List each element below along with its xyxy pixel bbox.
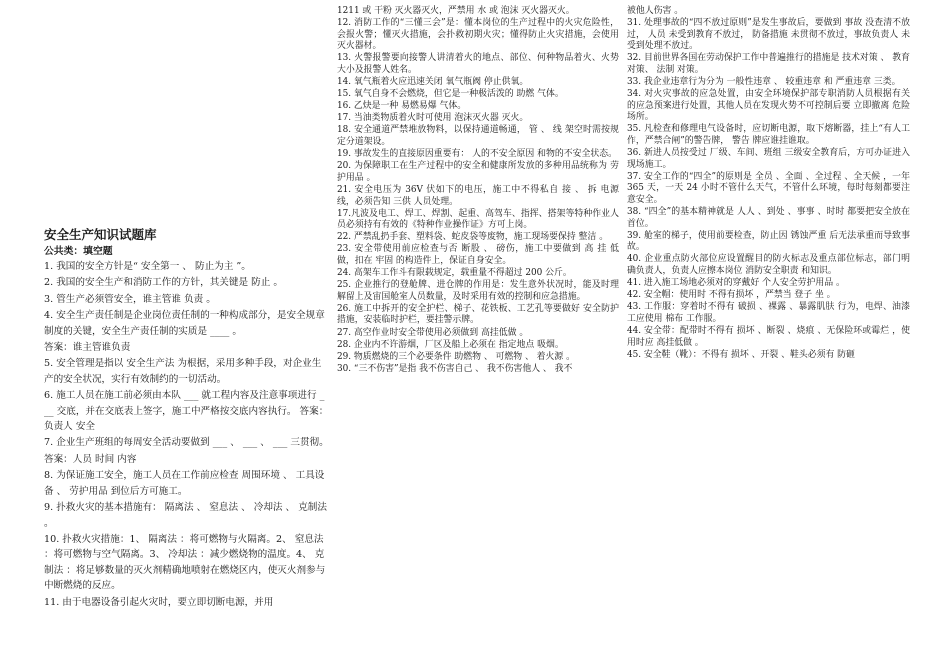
question-item: 13. 火警报警要向接警人讲清着火的地点、部位、何种物品着火、火势大小及报警人姓名。 [337,53,619,75]
column-right [627,6,910,362]
question-item: 4. 安全生产责任制是企业岗位责任制的一种构成部分，是安全规章制度的关键，安全生产责任制的实质是 ____ 。 [44,310,325,337]
question-item: 30. “三不伤害”是指 我不伤害自己 、 我不伤害他人 、 我不 [337,363,573,374]
question-item: 答案：人员 时间 内容 [44,453,137,465]
question-item: 28. 企业内不许游烟，厂区及船上必须在 指定地点 吸烟。 [337,339,564,350]
question-item: 45. 安全鞋（靴）：不得有 损坏 、开裂 、鞋头必须有 防砸 [627,349,855,360]
question-item: 6. 施工人员在施工前必须由本队 ___ 就工程内容及注意事项进行 ___ 交底，并在交底表上签字，施工中严格按交底内容执行。 答案：负责人 安全 [44,390,329,433]
question-item: 37. 安全工作的“四全”的原则是 全员 、全面 、全过程 、全天候 ，一年 365 天，一天 24 小时不管什么天气，不管什么环境，每时每刻都要注意安全。 [627,171,910,205]
question-item: 3. 管生产必须管安全，谁主管谁 负责 。 [44,293,216,305]
question-item: 26. 施工中拆开的安全护栏、梯子、花铁板、工艺孔等要做好 安全防护 措施，安装临时护栏，要挂警示牌。 [337,303,619,326]
question-item: 20. 为保障职工在生产过程中的安全和健康所发放的多种用品统称为 劳护用品 。 [337,161,619,183]
question-item: 22. 严禁乱扔手套、塑料袋、蛇皮袋等废物，施工现场要保持 整洁 。 [337,232,609,243]
question-item: 44. 安全带：配带时不得有 损坏 、断裂 、烧痕 、无保险环或霉烂 ，使用时应 高挂低做 。 [627,326,910,348]
question-item: 42. 安全帽：使用时 不得有损坏 ，严禁当 登子 坐 。 [627,290,836,301]
question-item: 40. 企业重点防火部位应设置醒目的防火标志及重点部位标志，部门明确负责人，负责人应擦本岗位 消防安全职责 和知识。 [627,254,910,277]
question-item: 38. “四全”的基本精神就是 人人 、到处 、事事 、时时 都要把安全放在首位。 [627,207,910,229]
question-item: 1211 或 干粉 灭火器灭火，严禁用 水 或 泡沫 灭火器灭火。 [337,6,575,16]
question-item: 17.凡波及电工、焊工、焊割、起重、高驾车、指挥、搭架等特种作业人员必须持有有效的《特种作业操作证》方可上岗。 [337,208,619,231]
question-item: 15. 氧气自身不会燃烧，但它是一种极活泼的 助燃 气体。 [337,89,564,100]
question-item: 25. 企业推行的登舱牌、进仓牌的作用是：发生意外状况时，能及时理解留上及宙国舱室人员数量，及时采用有效的控制和应急措施。 [337,280,619,302]
question-item: 27. 高空作业时安全带使用必须做到 高挂低做 。 [337,327,529,338]
question-item: 14. 氧气瓶着火应迅速关闭 氧气瓶阀 停止供氧。 [337,77,529,88]
question-item: 8. 为保证施工安全，施工人员在工作前应检查 周围环境 、 工具设备 、 劳护用品 到位后方可施工。 [44,470,325,497]
question-item: 5. 安全管理是指以 安全生产法 为根据，采用多种手段，对企业生产的安全状况，实行有效制约的一切活动。 [44,358,322,385]
question-item: 43. 工作服：穿着时不得有 破损 、裸露 、暴露肌肤 行为，电焊、油漆工应使用 棉布 工作服。 [627,302,910,324]
question-item: 2. 我国的安全生产和消防工作的方针，其关键是 防止 。 [44,277,283,289]
question-item: 33. 我企业违章行为分为 一般性违章 、 较重违章 和 严重违章 三类。 [627,77,901,88]
question-item: 31. 处理事故的“四不放过原则”是发生事故后，要做到 事故 没查清不放过， 人员 未受到教育不放过， 防备措施 未贯彻不放过，事故负责人 未受到处理不放过。 [627,18,910,52]
question-item: 10. 扑救火灾措施：1、 隔离法 ：将可燃物与火隔离。2、 窒息法 ：将可燃物与空气隔离。3、 冷却法 ：减少燃烧物的温度。4、 克制法 ：将足够数量的灭火剂精确地喷射在燃烧区内，使灭火剂参与中断燃烧的反应。 [44,533,326,592]
question-item: 36. 新进人员按受过 厂级、车间、班组 三级安全教育后，方可办证进入现场施工。 [627,148,910,170]
column-left [44,226,329,611]
question-item: 41. 进入施工场地必须对的穿戴好 个人安全劳护用品 。 [627,278,845,289]
question-item: 24. 高架车工作斗有限载规定，载重量不得超过 200 公斤。 [337,268,572,279]
question-item: 9. 扑救火灾的基本措施有： 隔离法 、 窒息法 、 冷却法 、 克制法 。 [44,502,327,529]
question-item: 12. 消防工作的“三懂三会”是：懂本岗位的生产过程中的火灾危险性，会报火警；懂灭火措施，会扑救初期火灾；懂得防止火灾措施，会使用灭火器材。 [337,18,619,52]
question-item: 1. 我国的安全方针是“ 安全第一 、 防止为主 ”。 [44,261,251,272]
question-item: 7. 企业生产班组的每周安全活动要做到 ___ 、 ___ 、 ___ 三贯彻。 [44,437,329,449]
document-title: 安全生产知识试题库 [44,227,157,242]
question-item: 29. 物质燃烧的三个必要条件 助燃物 、 可燃物 、 着火源 。 [337,351,575,362]
section-subtitle: 公共类：填空题 [44,246,113,257]
question-item: 17. 当油类物质着火时可使用 泡沫灭火器 灭火。 [337,113,529,124]
question-item: 答案：谁主管谁负责 [44,342,131,354]
question-item: 11. 由于电器设备引起火灾时，要立即切断电源，并用 [44,596,274,608]
question-item: 21. 安全电压为 36V 伏如下的电压，施工中不得私自 接 、 拆 电源线，必须告知 三供 人员处理。 [337,184,619,207]
question-item: 35. 凡检查和修理电气设备时，应切断电源，取下熔断器，挂上“有人工作，严禁合闸”的警告牌， 警告 牌应谁挂谁取。 [627,124,910,147]
question-item: 39. 舱室的梯子，使用前要检查，防止因 锈蚀严重 后无法承重而导致事故。 [627,230,910,253]
question-item: 16. 乙炔是一种 易燃易爆 气体。 [337,101,467,112]
column-middle [337,6,619,376]
question-item: 18. 安全通道严禁堆放物料，以保持通道畅通， 管 、 线 架空时需按规定分道架设。 [337,125,619,148]
question-item: 被他人伤害 。 [627,6,684,16]
question-item: 19. 事故发生的直接原因重要有： 人的不安全原因 和物的不安全状态。 [337,149,617,160]
question-item: 32. 目前世界各国在劳动保护工作中普遍推行的措施是 技术对策 、 教育 对策、 法制 对策。 [627,53,910,75]
question-item: 34. 对火灾事故的应急处置，由安全环境保护部专职消防人员根据有关的应急预案进行处置，其他人员在发现火势不可控制后要 立即撤离 危险场所。 [627,89,910,123]
question-item: 23. 安全带使用前应检查与否 断股 、 磅伤，施工中要做到 高 挂 低 做，扣在 牢固 的构造件上，保证自身安全。 [337,244,619,266]
